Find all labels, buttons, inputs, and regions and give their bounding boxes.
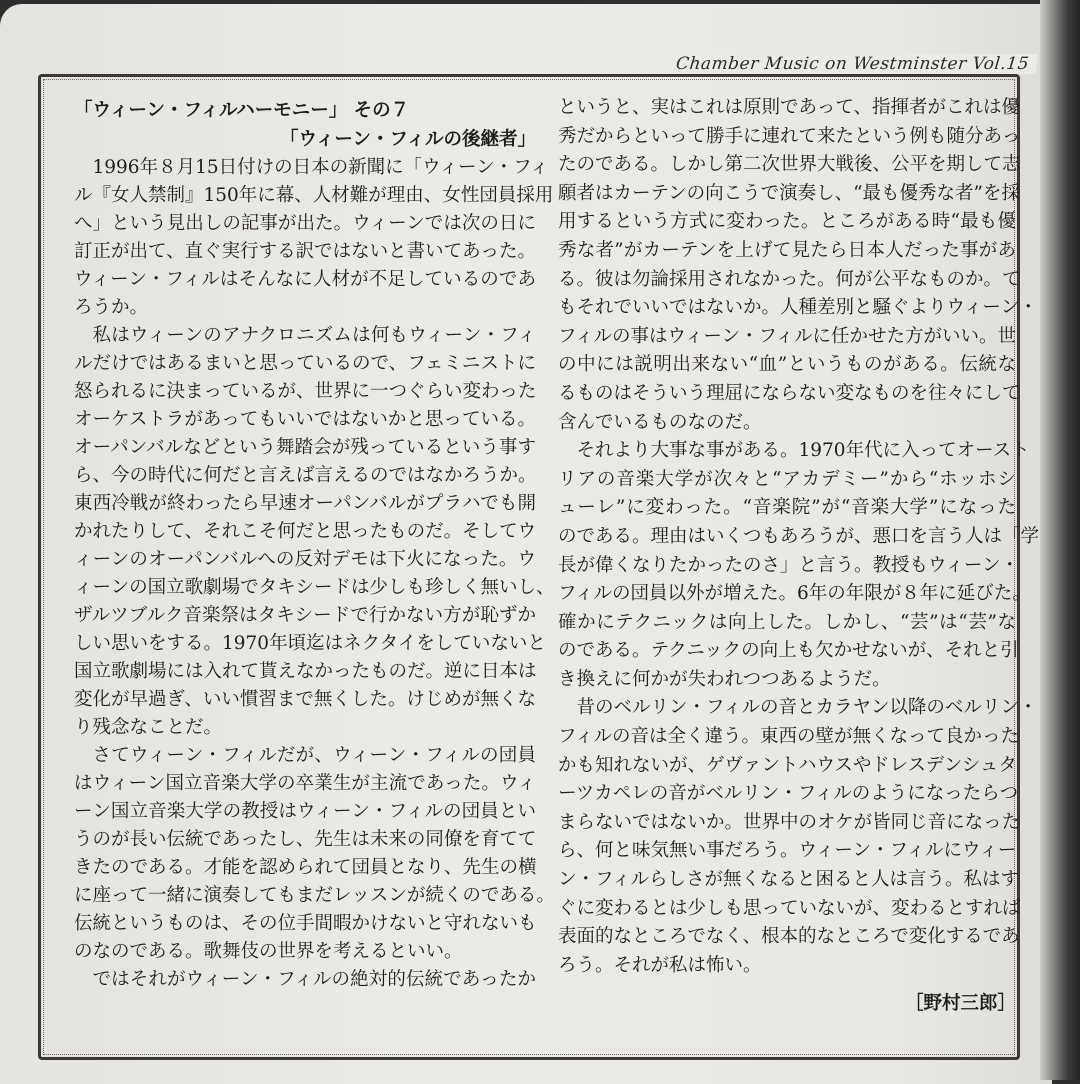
text-line: 1996年８月15日付けの日本の新聞に「ウィーン・フィ <box>92 157 549 178</box>
text-line: のである。理由はいくつもあろうが、悪口を言う人は「学 <box>558 525 1040 547</box>
text-line: のである。テクニックの向上も欠かせないが、それと引 <box>558 640 1019 662</box>
text-line: 私はウィーンのアナクロニズムは何もウィーン・フィ <box>92 325 536 346</box>
text-line: しい思いをする。1970年頃迄はネクタイをしていないと <box>74 633 546 654</box>
text-line: ィーンの国立歌劇場でタキシードは少しも珍しく無いし、 <box>74 577 555 598</box>
author-credit: ［野村三郎］ <box>904 993 1016 1014</box>
paragraph <box>558 94 1038 437</box>
text-line: の中には説明出来ない“血”というものがある。伝統な <box>558 354 1016 376</box>
left-column <box>74 96 555 994</box>
text-line: きたのである。才能を認められて団員となり、先生の横 <box>74 857 537 878</box>
text-line: ーツカペレの音がベルリン・フィルのようになったらつ <box>558 783 1019 805</box>
text-line: 含んでいるものなのだ。 <box>558 411 762 433</box>
page-edge-shadow <box>1040 0 1080 1080</box>
left-body <box>74 154 555 994</box>
booklet-page <box>0 4 1052 1084</box>
paragraph <box>558 437 1040 694</box>
text-line: うのが長い伝統であったし、先生は未来の同僚を育てて <box>74 829 537 850</box>
text-line: ィーンのオーパンバルへの反対デモは下火になった。ウ <box>74 549 536 570</box>
text-line: 国立歌劇場には入れて貰えなかったものだ。逆に日本は <box>74 661 537 682</box>
text-line: 願者はカーテンの向こうで演奏し、“最も優秀な者”を採 <box>558 182 1020 204</box>
text-line: 確かにテクニックは向上した。しかし、“芸”は“芸”な <box>558 611 1016 633</box>
text-line: ザルツブルク音楽祭はタキシードで行かない方が恥ずか <box>74 605 536 626</box>
text-line: るものはそういう理屈にならない変なものを往々にして <box>558 382 1021 404</box>
text-line: フィルの団員以外が増えた。6年の年限が８年に延びた。 <box>558 583 1031 605</box>
text-line: 用するという方式に変わった。ところがある時“最も優 <box>558 211 1016 233</box>
text-line: ではそれがウィーン・フィルの絶対的伝統であったか <box>92 969 536 990</box>
paragraph <box>74 742 555 966</box>
text-line: ルだけではあるまいと思っているので、フェミニストに <box>74 353 536 374</box>
text-line: のなのである。歌舞伎の世界を考えるといい。 <box>74 941 463 962</box>
text-line: へ」という見出しの記事が出た。ウィーンでは次の日に <box>74 213 536 234</box>
text-line: かも知れないが、ゲヴァントハウスやドレスデンシュタ <box>558 754 1017 776</box>
text-line: り残念なことだ。 <box>74 717 223 738</box>
text-line: フィルの事はウィーン・フィルに任かせた方がいい。世 <box>558 325 1017 347</box>
text-line: 昔のベルリン・フィルの音とカラヤン以降のベルリン・ <box>576 697 1038 719</box>
text-line: もそれでいいではないか。人種差別と騒ぐよりウィーン・ <box>558 297 1038 319</box>
text-line: ろうか。 <box>74 297 149 318</box>
text-line: 怒られるに決まっているが、世界に一つぐらい変わった <box>74 381 537 402</box>
text-line: ら、今の時代に何だと言えば言えるのではなかろうか。 <box>74 465 537 486</box>
article-subtitle: 「ウィーン・フィルの後継者」 <box>279 129 536 150</box>
text-line: 秀な者”がカーテンを上げて見たら日本人だった事があ <box>558 239 1016 261</box>
paragraph <box>74 322 555 742</box>
series-header: Chamber Music on Westminster Vol.15 <box>667 54 1038 74</box>
text-line: ぐに変わるとは少しも思っていないが、変わるとすれば <box>558 897 1021 919</box>
article-title: 「ウィーン・フィルハーモニー」 その７ <box>74 100 410 121</box>
text-line: というと、実はこれは原則であって、指揮者がこれは優 <box>558 97 1020 118</box>
text-line: 長が偉くなりたかったのさ」と言う。教授もウィーン・ <box>558 554 1020 576</box>
text-line: ら、何と味気無い事だろう。ウィーン・フィルにウィー <box>558 840 1017 862</box>
text-line: 変化が早過ぎ、いい慣習まで無くした。けじめが無くな <box>74 689 536 710</box>
text-line: ーン国立音楽大学の教授はウィーン・フィルの団員とい <box>74 801 536 822</box>
text-line: ウィーン・フィルはそんなに人材が不足しているのであ <box>74 269 536 290</box>
paragraph <box>74 966 536 994</box>
text-line: かれたりして、それこそ何だと思ったものだ。そしてウ <box>74 521 537 542</box>
text-line: ン・フィルらしさが無くなると困ると人は言う。私はす <box>558 869 1020 891</box>
text-line: き換えに何かが失われつつあるようだ。 <box>558 668 891 690</box>
text-line: それより大事な事がある。1970年代に入ってオースト <box>576 440 1030 462</box>
text-line: 東西冷戦が終わったら早速オーパンバルがプラハでも開 <box>74 493 536 514</box>
text-line: まらないではないか。世界中のオケが皆同じ音になった <box>558 811 1021 833</box>
text-line: たのである。しかし第二次世界大戦後、公平を期して志 <box>558 154 1021 176</box>
text-line: フィルの音は全く違う。東西の壁が無くなって良かった <box>558 726 1020 748</box>
paragraph <box>558 694 1038 980</box>
text-line: 伝統というものは、その位手間暇かけないと守れないも <box>74 913 537 934</box>
text-line: ろう。それが私は怖い。 <box>558 954 762 976</box>
text-line: オーケストラがあってもいいではないかと思っている。 <box>74 409 536 430</box>
text-line: ューレ”に変わった。“音楽院”が“音楽大学”になった <box>558 497 1016 519</box>
paragraph <box>74 154 554 322</box>
text-line: ル『女人禁制』150年に幕、人材難が理由、女性団員採用 <box>74 185 554 206</box>
right-body <box>558 94 1040 980</box>
right-column <box>558 94 1040 1014</box>
text-line: に座って一緒に演奏してもまだレッスンが続くのである。 <box>74 885 555 906</box>
text-line: リアの音楽大学が次々と“アカデミー”から“ホッホシ <box>558 468 1016 490</box>
text-line: オーパンバルなどという舞踏会が残っているという事す <box>74 437 536 458</box>
text-line: さてウィーン・フィルだが、ウィーン・フィルの団員 <box>92 745 536 766</box>
text-line: 秀だからといって勝手に連れて来たという例も随分あっ <box>558 125 1021 147</box>
text-line: 表面的なところでなく、根本的なところで変化するであ <box>558 926 1020 948</box>
text-line: はウィーン国立音楽大学の卒業生が主流であった。ウィ <box>74 773 536 794</box>
text-line: る。彼は勿論採用されなかった。何が公平なものか。て <box>558 268 1021 290</box>
text-line: 訂正が出て、直ぐ実行する訳ではないと書いてあった。 <box>74 241 536 262</box>
